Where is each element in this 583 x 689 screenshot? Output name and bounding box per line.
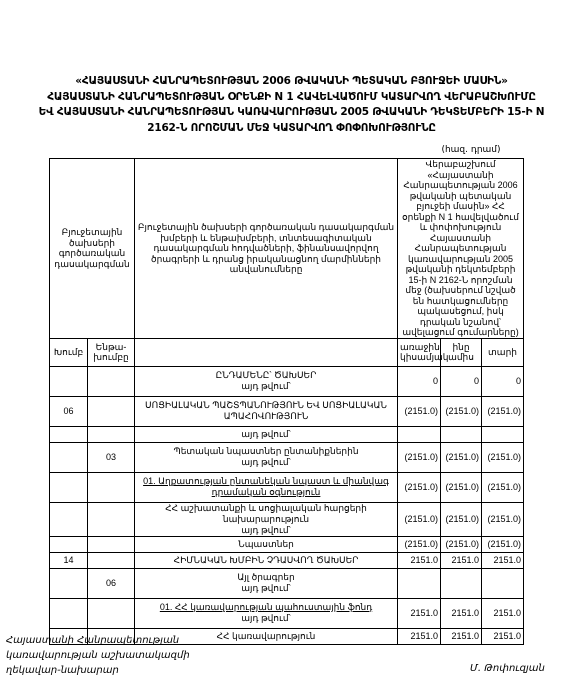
row-name: ՀՀ կառավարություն: [216, 630, 316, 641]
cell-q1: [398, 426, 441, 442]
cell-m9: [441, 426, 482, 442]
cell-m9: (2151.0): [441, 536, 482, 552]
cell-year: (2151.0): [482, 536, 524, 552]
cell-group: [50, 598, 88, 628]
table-row: [50, 426, 524, 442]
row-name: ՀՀ աշխատանքի և սոցիալական հարցերի նախարարություն: [165, 502, 367, 524]
table-row: [50, 442, 524, 472]
row-subnote: այդ թվում՝: [241, 457, 291, 467]
cell-q1: (2151.0): [398, 442, 441, 472]
cell-subgroup: [88, 396, 135, 426]
signatory-name: Մ. Թոփուզյան: [470, 663, 545, 674]
cell-name: [135, 396, 398, 426]
cell-subgroup: [88, 472, 135, 502]
row-subnote: այդ թվում՝: [241, 583, 291, 593]
signature-block: [6, 633, 190, 678]
cell-year: 2151.0: [482, 628, 524, 644]
cell-group: [50, 536, 88, 552]
cell-m9: (2151.0): [441, 396, 482, 426]
cell-q1: 2151.0: [398, 552, 441, 568]
cell-name: [135, 442, 398, 472]
header-year: տարի: [482, 338, 524, 366]
row-name: այդ թվում՝: [241, 428, 291, 439]
cell-q1: 2151.0: [398, 598, 441, 628]
cell-subgroup: [88, 502, 135, 536]
cell-year: [482, 568, 524, 598]
cell-q1: 0: [398, 366, 441, 396]
cell-subgroup: [88, 552, 135, 568]
cell-year: 2151.0: [482, 552, 524, 568]
cell-m9: (2151.0): [441, 502, 482, 536]
title-line-3: ԵՎ ՀԱՅԱՍՏԱՆԻ ՀԱՆՐԱՊԵՏՈՒԹՅԱՆ ԿԱՌԱՎԱՐՈՒԹՅԱՆ 2005 ԹՎԱԿԱՆԻ ԴԵԿՏԵՄԲԵՐԻ 15-Ի N: [38, 106, 545, 118]
table-row: [50, 568, 524, 598]
cell-subgroup: 06: [88, 568, 135, 598]
cell-q1: (2151.0): [398, 502, 441, 536]
footer-line-2: կառավարության աշխատակազմի: [6, 650, 190, 661]
cell-name: [135, 426, 398, 442]
table-row: [50, 598, 524, 628]
cell-subgroup: [88, 426, 135, 442]
table-row: [50, 536, 524, 552]
table-row: [50, 552, 524, 568]
row-name: Նպաստներ: [238, 538, 294, 549]
cell-year: (2151.0): [482, 472, 524, 502]
footer-line-3: ղեկավար-նախարար: [6, 665, 119, 676]
header-description: Բյուջետային ծախսերի գործառական դասակարգման խմբերի և ենթախմբերի, տնտեսագիտական դասակարգման հոդվածների, ֆինանսավորվող ծրագրերի և դրանց իրականացնող մարմինների անվանումները: [135, 159, 398, 339]
cell-name: [135, 552, 398, 568]
table-row: [50, 396, 524, 426]
title-line-4: 2162-Ն ՈՐՈՇՄԱՆ ՄԵՋ ԿԱՏԱՐՎՈՂ ՓՈՓՈԽՈՒԹՅՈՒՆԸ: [147, 121, 436, 134]
cell-q1: 2151.0: [398, 628, 441, 644]
cell-group: [50, 426, 88, 442]
cell-subgroup: [88, 536, 135, 552]
table-row: [50, 472, 524, 502]
cell-group: [50, 442, 88, 472]
footer-line-1: Հայաստանի Հանրապետության: [6, 635, 180, 646]
row-name: Այլ ծրագրեր: [237, 572, 295, 582]
title-line-1: «ՀԱՅԱՍՏԱՆԻ ՀԱՆՐԱՊԵՏՈՒԹՅԱՆ 2006 ԹՎԱԿԱՆԻ ՊԵՏԱԿԱՆ ԲՅՈՒՋԵԻ ՄԱՍԻՆ»: [75, 75, 508, 87]
cell-year: (2151.0): [482, 442, 524, 472]
cell-q1: (2151.0): [398, 472, 441, 502]
row-name: ՀԻՄՆԱԿԱՆ ԽՄԲԻՆ ՉԴԱՍՎՈՂ ԾԱԽՍԵՐ: [173, 554, 359, 565]
cell-m9: (2151.0): [441, 472, 482, 502]
cell-year: (2151.0): [482, 396, 524, 426]
cell-name: [135, 366, 398, 396]
cell-group: [50, 568, 88, 598]
cell-group: [50, 472, 88, 502]
cell-m9: 2151.0: [441, 598, 482, 628]
document-title: [0, 74, 583, 136]
table-body: [50, 366, 524, 644]
cell-name: [135, 502, 398, 536]
cell-subgroup: [88, 366, 135, 396]
unit-note: (հազ. դրամ): [441, 145, 501, 155]
cell-group: 06: [50, 396, 88, 426]
cell-m9: [441, 568, 482, 598]
header-m9: ինը ամիս: [441, 338, 482, 366]
header-group: Խումբ: [50, 338, 88, 366]
row-name: Պետական նպաստներ ընտանիքներին: [173, 446, 359, 456]
cell-name: [135, 568, 398, 598]
cell-year: 0: [482, 366, 524, 396]
cell-m9: 2151.0: [441, 628, 482, 644]
row-name: ԸՆԴԱՄԵՆԸ՝ ԾԱԽՍԵՐ: [215, 370, 317, 380]
cell-m9: 0: [441, 366, 482, 396]
row-name: 01. ՀՀ կառավարության պահուստային ֆոնդ: [159, 602, 373, 612]
cell-year: [482, 426, 524, 442]
header-blank: [135, 338, 398, 366]
row-subnote: այդ թվում՝: [241, 381, 291, 391]
cell-year: (2151.0): [482, 502, 524, 536]
row-name: 01. Աղքատության ընտանեկան նպաստ և միանվագ դրամական օգնություն: [143, 476, 389, 497]
header-q1: առաջին կիսամյակ: [398, 338, 441, 366]
header-classification: Բյուջետային ծախսերի գործառական դասակարգման: [50, 159, 135, 339]
header-change: Վերաբաշխում «Հայաստանի Հանրապետության 2006 թվականի պետական բյուջեի մասին» ՀՀ օրենքի N 1 հավելվածում և փոփոխություն Հայաստանի Հանրապետության կառավարության 2005 թվականի դեկտեմբերի 15-ի N 2162-Ն որոշման մեջ (ծախսերում նշված են հատկացումները պակասեցում, իսկ դրական նշանով՝ ավելացում գումարները): [398, 159, 524, 339]
row-subnote: այդ թվում՝: [241, 524, 291, 535]
title-line-2: ՀԱՅԱՍՏԱՆԻ ՀԱՆՐԱՊԵՏՈՒԹՅԱՆ ՕՐԵՆՔԻ N 1 ՀԱՎԵԼՎԱԾՈՒՄ ԿԱՏԱՐՎՈՂ ՎԵՐԱԲԱՇԽՈՒՄԸ: [47, 90, 536, 103]
cell-subgroup: [88, 598, 135, 628]
table-row: [50, 366, 524, 396]
cell-m9: (2151.0): [441, 442, 482, 472]
cell-q1: (2151.0): [398, 396, 441, 426]
cell-name: [135, 598, 398, 628]
cell-name: [135, 536, 398, 552]
cell-year: 2151.0: [482, 598, 524, 628]
header-subgroup: Ենթա-խումբը: [88, 338, 135, 366]
cell-name: [135, 472, 398, 502]
cell-m9: 2151.0: [441, 552, 482, 568]
cell-group: [50, 366, 88, 396]
row-subnote: այդ թվում՝: [241, 613, 291, 623]
row-name: ՍՈՑԻԱԼԱԿԱՆ ՊԱՇՏՊԱՆՈՒԹՅՈՒՆ ԵՎ ՍՈՑԻԱԼԱԿԱՆ ԱՊԱՀՈՎՈՒԹՅՈՒՆ: [145, 400, 387, 421]
cell-group: [50, 502, 88, 536]
cell-group: 14: [50, 552, 88, 568]
cell-subgroup: 03: [88, 442, 135, 472]
cell-q1: [398, 568, 441, 598]
cell-q1: (2151.0): [398, 536, 441, 552]
budget-table: [49, 158, 524, 645]
table-row: [50, 502, 524, 536]
